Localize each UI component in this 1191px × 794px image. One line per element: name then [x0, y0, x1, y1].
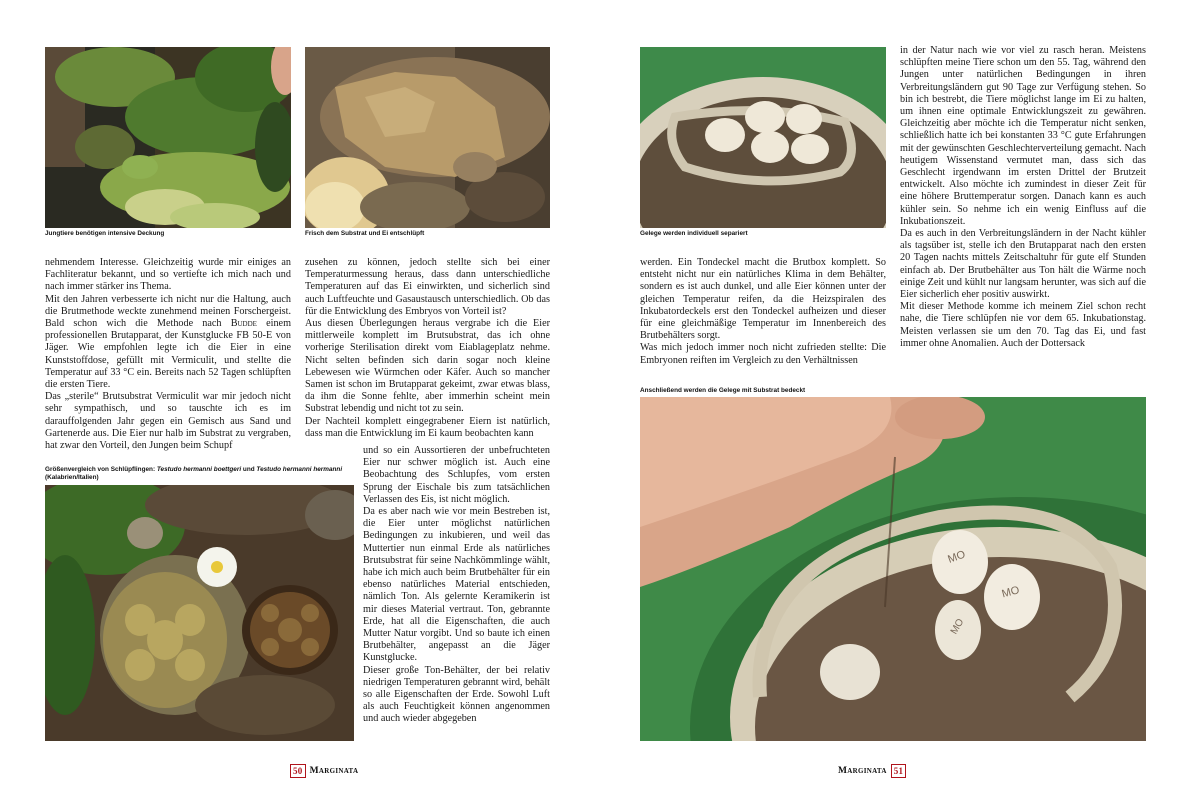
text-column-2-continued [363, 445, 550, 726]
caption-eggs-separated: Gelege werden individuell separiert [640, 230, 748, 237]
paragraph: zusehen zu können, jedoch stellte sich bei einer Temperaturmessung heraus, dass dann unterschiedliche Temperaturen auf das Ei einwirkten, und sicherlich sind auch Luftfeuchte und Gasaustausch unterschiedlich. Ob das für die Entwicklung des Embryos von Vorteil ist? [305, 257, 550, 317]
paragraph: Mit den Jahren verbesserte ich nicht nur die Haltung, auch die Brutmethode weckte zunehmend meinen Forschergeist. Bald schon wich die Methode nach Budde einem professionellen Brutapparat, der Kunstglucke FB 50-E von Jäger. Wie empfohlen legte ich die Eier in eine Kunststoffdose, gefüllt mit Vermiculit, und stellte die Temperatur auf 33 °C ein. Bereits nach 52 Tagen schlüpften die ersten Tiere. [45, 293, 291, 391]
photo-hatchling-substrate [305, 47, 550, 228]
text-column-1 [45, 257, 291, 452]
paragraph: Mit dieser Methode komme ich meinem Ziel schon recht nahe, die Tiere schlüpfen nie vor dem 65. Inkubationstag. Meisten verlassen sie um den 70. Tag das Ei, und fast immer ohne Anomalien. Auch der Dottersack [900, 301, 1146, 349]
paragraph: Da es auch in den Verbreitungsländern in der Nacht kühler als tagsüber ist, stelle ich den Brutapparat nach den ersten 20 Tagen nachts mittels Zeitschaltuhr für gute elf Stunden einfach ab. Der Brutbehälter aus Ton hält die Wärme noch einige Zeit und kühlt nur langsam herunter, was sich auf die Eier sicherlich eher positiv auswirkt. [900, 228, 1146, 301]
footer-left [290, 764, 358, 778]
paragraph: in der Natur nach wie vor viel zu rasch heran. Meistens schlüpften meine Tiere schon um den 55. Tag, während den Jungen unter natürlichen Bedingungen in ihren Verbreitungsländern gut 90 Tage zur Verfügung stehen. So bin ich bestrebt, die Tiere möglichst lange im Ei zu halten, um ihnen eine optimale Entwicklungszeit zu gewähren. Gleichzeitig aber möchte ich die Temperatur nicht senken, schließlich hatte ich bei konstanten 33 °C gute Erfahrungen mit der gewünschten Geschlechterverteilung gemacht. Nach heutigem Wissenstand vermutet man, dass sich das Geschlecht irgendwann im ersten Drittel der Brutzeit entwickelt. Also möchte ich zumindest in dieser Zeit für eine höhere Bruttemperatur sorgen. Danach kann es auch kühler sein. So nehme ich ein wenig Einfluss auf die Inkubationszeit. [900, 45, 1146, 227]
photo-plants-cover [45, 47, 291, 228]
magazine-name-left: Marginata [309, 766, 359, 776]
paragraph: Dieser große Ton-Behälter, der bei relativ niedrigen Temperaturen gebrannt wird, behält so alle Eigenschaften der Erde. Sowohl Luft als auch Feuchtigkeit können angenommen und auch wieder abgegeben [363, 664, 550, 725]
photo-eggs-separated [640, 47, 886, 228]
caption-size-comparison: Größenvergleich von Schlüpflingen: Testudo hermanni boettgeri und Testudo hermanni hermanni (Kalabrien/Italien) [45, 466, 343, 481]
egg-label: MO [948, 616, 967, 637]
paragraph: Da es aber nach wie vor mein Bestreben ist, die Eier unter möglichst natürlichen Bedingungen zu inkubieren, und weil das Muttertier nun einmal Erde als natürliches Brutsubstrat für seine Nachkömmlinge wählt, habe ich mich auch beim Brutbehälter für ein ebenso natürliches Material entschieden, nämlich Ton. Als gelernte Keramikerin ist mir dieses Material vertraut. Ton, gebrannte Erde, hat all die Eigenschaften, die auch Mutter Natur vorgibt. Und so baute ich einen Brutbehälter, angepasst an die Jäger Kunstglucke. [363, 506, 550, 664]
text-column-2 [305, 257, 550, 440]
egg-label: MO [1000, 584, 1021, 601]
caption-young-cover: Jungtiere benötigen intensive Deckung [45, 230, 165, 237]
egg-label: MO [946, 548, 968, 566]
paragraph: nehmendem Interesse. Gleichzeitig wurde mir einiges an Fachliteratur bekannt, und so vertiefte ich mich nach und nach immer stärker ins Thema. [45, 257, 291, 293]
caption-hatchling-substrate: Frisch dem Substrat und Ei entschlüpft [305, 230, 425, 237]
author-name: Budde [230, 318, 257, 330]
page-number-left: 50 [290, 764, 306, 778]
paragraph: und so ein Aussortieren der unbefruchteten Eier nur schwer möglich ist. Auch eine Beobachtung des Schlupfes, vom ersten Sprung der Eischale bis zum tatsächlichen Verlassen des Eis, ist nicht möglich. [363, 445, 550, 505]
photo-hatchling-comparison [45, 485, 354, 741]
magazine-name-right: Marginata [838, 766, 887, 776]
paragraph: Aus diesen Überlegungen heraus vergrabe ich die Eier mittlerweile komplett im Brutsubstrat, das ich ohne vorherige Sterilisation direkt vom Eiablageplatz nehme. Nicht selten befinden sich darin sogar noch kleine Lebewesen wie Würmchen oder Käfer. Auch so mancher Samen ist schon im Brutapparat gekeimt, zwar etwas blass, da ihm die Sonne fehlte, aber immerhin scheint mein Substrat lebendig und nicht tot zu sein. [305, 318, 550, 415]
paragraph: Was mich jedoch immer noch nicht zufrieden stellte: Die Embryonen reiften im Vergleich zu den Verhältnissen [640, 342, 886, 366]
text-column-3 [640, 257, 886, 367]
footer-right [838, 764, 906, 778]
photo-eggs-covered [640, 397, 1146, 741]
page-number-right: 51 [891, 764, 907, 778]
text-column-4 [900, 45, 1146, 350]
caption-eggs-covered: Anschließend werden die Gelege mit Substrat bedeckt [640, 387, 806, 394]
paragraph: werden. Ein Tondeckel macht die Brutbox komplett. So entsteht nicht nur ein natürliches Klima in dem Behälter, sondern es ist auch dunkel, und alle Eier können unter der gleichen Temperatur reifen, da die Heizspiralen des Inkubatordeckels erst den Tondeckel aufheizen und dieser für eine gleichmäßige Temperatur im Innenbereich des Brutbehälters sorgt. [640, 257, 886, 342]
paragraph: Der Nachteil komplett eingegrabener Eiern ist natürlich, dass man die Entwicklung im Ei kaum beobachten kann [305, 415, 550, 439]
paragraph: Das „sterile“ Brutsubstrat Vermiculit war mir jedoch nicht sehr sympathisch, und so tauschte ich es im darauffolgenden Jahr gegen ein Gemisch aus Sand und Gartenerde aus. Die Eier nur halb im Substrat zu vergraben, hat zwar den Vorteil, den Jungen beim Schupf [45, 391, 291, 452]
